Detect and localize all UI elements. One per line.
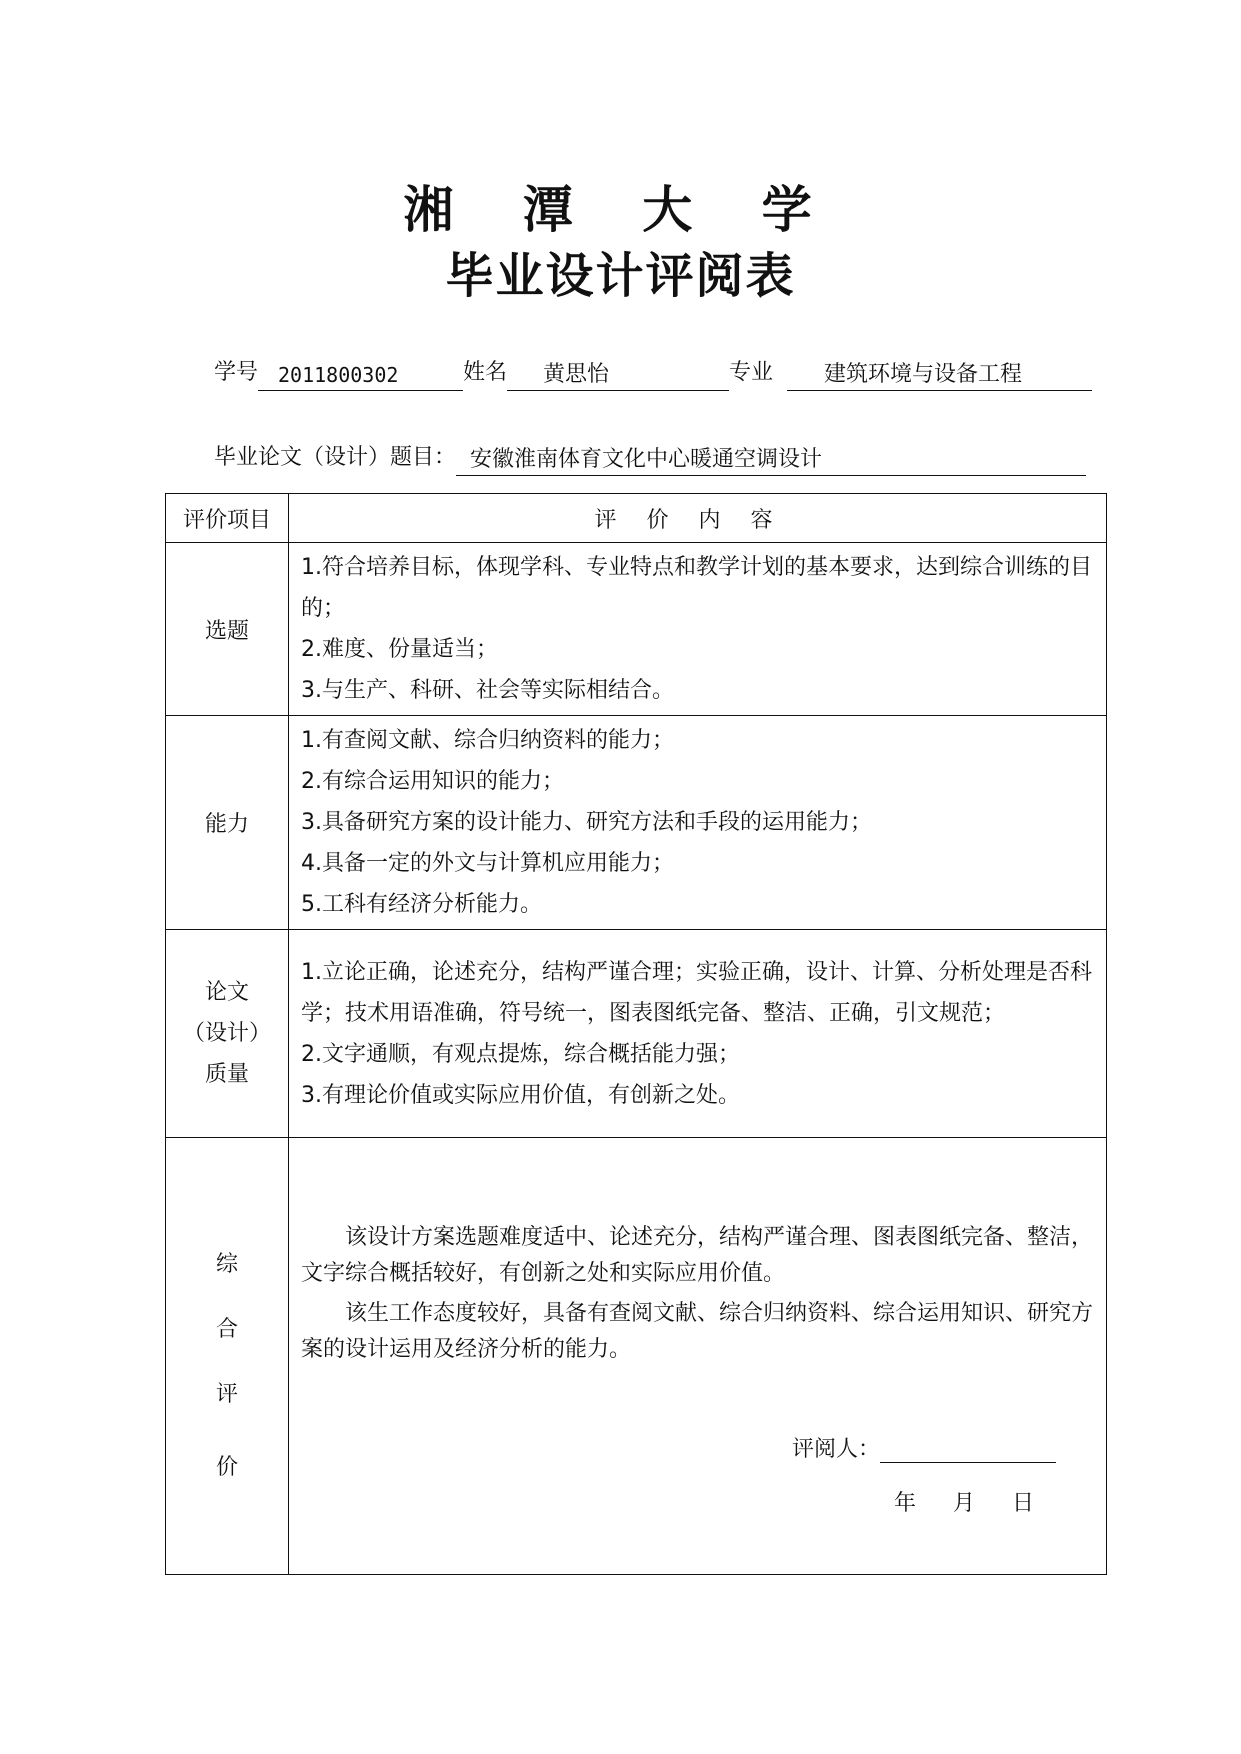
section-overall-evaluation — [166, 1138, 1107, 1575]
evaluation-table — [165, 493, 1107, 1575]
table-header-row — [166, 494, 1107, 543]
section-content — [289, 543, 1107, 716]
section-label-line: 论文 — [204, 980, 249, 1005]
criteria-item: 2.文字通顺，有观点提炼，综合概括能力强； — [301, 1041, 740, 1067]
criteria-item: 3.有理论价值或实际应用价值，有创新之处。 — [301, 1082, 740, 1108]
evaluation-paragraph: 该生工作态度较好，具备有查阅文献、综合归纳资料、综合运用知识、研究方案的设计运用及经济分析的能力。 — [301, 1301, 1094, 1362]
section-content — [289, 716, 1107, 930]
section-label — [166, 1138, 289, 1575]
criteria-item: 1.有查阅文献、综合归纳资料的能力； — [301, 728, 674, 753]
student-id-value: 2011800302 — [278, 363, 399, 387]
student-info-row — [214, 355, 1092, 391]
section-label-char: 合 — [215, 1316, 238, 1342]
date-day-label: 日 — [1011, 1491, 1034, 1516]
section-topic-selection — [166, 543, 1107, 716]
section-label-char: 评 — [215, 1381, 238, 1407]
section-content — [289, 930, 1107, 1138]
date-month-label: 月 — [952, 1491, 975, 1516]
evaluation-paragraph: 该设计方案选题难度适中、论述充分，结构严谨合理、图表图纸完备、整洁，文字综合概括较好，有创新之处和实际应用价值。 — [301, 1225, 1094, 1286]
student-id-label: 学号 — [214, 360, 259, 385]
criteria-item: 1.符合培养目标，体现学科、专业特点和教学计划的基本要求，达到综合训练的目的； — [301, 555, 1092, 621]
topic-label: 毕业论文（设计）题目： — [214, 445, 457, 470]
reviewer-signature-line[interactable] — [880, 1430, 1056, 1463]
criteria-item: 2.有综合运用知识的能力； — [301, 769, 564, 794]
criteria-item: 2.难度、份量适当； — [301, 637, 498, 662]
major-value: 建筑环境与设备工程 — [824, 362, 1023, 387]
university-name: 湘 潭 大 学 — [403, 180, 838, 239]
student-id-field[interactable] — [258, 359, 463, 391]
major-field[interactable] — [787, 359, 1092, 391]
topic-field[interactable] — [456, 444, 1086, 476]
thesis-topic-row — [214, 440, 1086, 476]
criteria-item: 5.工科有经济分析能力。 — [301, 892, 542, 917]
form-title: 毕业设计评阅表 — [445, 248, 796, 304]
section-label-line: 质量 — [204, 1062, 249, 1087]
criteria-item: 3.与生产、科研、社会等实际相结合。 — [301, 678, 674, 703]
section-label-char: 综 — [215, 1251, 238, 1277]
criteria-item: 1.立论正确，论述充分，结构严谨合理；实验正确，设计、计算、分析处理是否科学；技术用语准确，符号统一，图表图纸完备、整洁、正确，引文规范； — [301, 959, 1092, 1026]
student-name-label: 姓名 — [463, 360, 508, 385]
topic-value: 安徽淮南体育文化中心暖通空调设计 — [470, 447, 823, 472]
section-label-char: 价 — [215, 1454, 238, 1480]
header-evaluation-content: 评价内容 — [289, 494, 1107, 543]
overall-evaluation-content — [289, 1138, 1107, 1575]
criteria-item: 4.具备一定的外文与计算机应用能力； — [301, 851, 674, 876]
section-thesis-quality — [166, 930, 1107, 1138]
section-label-line: 选题 — [204, 618, 249, 644]
section-label — [166, 543, 289, 716]
reviewer-signature — [792, 1430, 1056, 1463]
header-evaluation-item: 评价项目 — [166, 494, 289, 543]
review-date — [872, 1486, 1034, 1517]
section-label — [166, 716, 289, 930]
section-ability — [166, 716, 1107, 930]
student-name-field[interactable] — [507, 359, 729, 391]
major-label: 专业 — [729, 360, 774, 385]
reviewer-label: 评阅人： — [791, 1437, 880, 1462]
criteria-item: 3.具备研究方案的设计能力、研究方法和手段的运用能力； — [301, 810, 872, 835]
section-label-line: （设计） — [182, 1021, 271, 1046]
section-label — [166, 930, 289, 1138]
student-name-value: 黄思怡 — [543, 362, 610, 387]
section-label-line: 能力 — [204, 812, 249, 837]
date-year-label: 年 — [893, 1491, 916, 1516]
signature-area — [301, 1368, 1096, 1548]
